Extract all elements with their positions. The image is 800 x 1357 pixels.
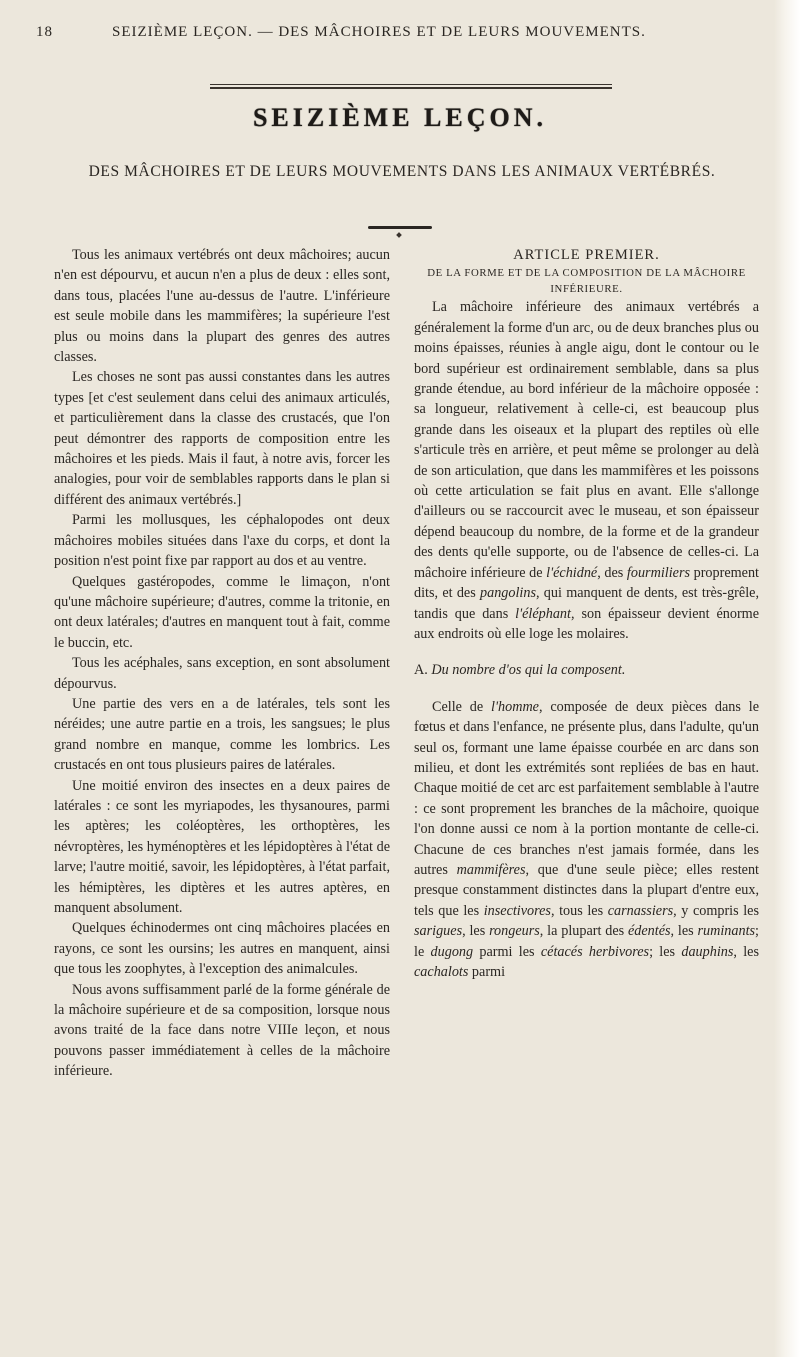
text-run: ; les [649,943,682,960]
text-run: parmi [468,964,506,980]
left-column [54,245,390,1082]
paragraph: Tous les animaux vertébrés ont deux mâchoires; aucun n'en est dépourvu, et aucun n'en a plus de deux : elles sont, dans tous, placées l'une au-dessus de l'autre. L'inférieure est seule mobile dans les mammifères; la supérieure l'est plus ou moins dans la plupart des genres des autres classes. [54,247,390,366]
text-run: , composée de deux pièces dans le fœtus et dans l'enfance, ne présente plus, dans l'adulte, qu'un seul os, formant une lame épaisse courbée en arc dans son milieu, et dont les extrémités sont repliées de bas en haut. Chaque moitié de cet arc est parfaitement semblable à l'autre : ce sont proprement les branches de la mâchoire, quoique l'on donne aussi ce nom à la portion montante de celle-ci. Chacune de ces branches n'est jamais formée, dans les autres [414,698,759,878]
text-run: , la plupart des [539,923,628,940]
italic-term: fourmiliers [626,564,690,581]
page-number: 18 [36,24,53,40]
paragraph: Quelques gastéropodes, comme le limaçon, n'ont qu'une mâchoire supérieure; d'autres, comme la tritonie, en ont deux latérales; d'autres en manquent tout à fait, comme le buccin, etc. [54,573,390,651]
text-run: , tous les [550,902,608,919]
ornament-bar [368,226,432,229]
text-run: , des [597,564,627,581]
right-column [414,245,759,982]
italic-term: édentés [627,923,671,940]
text-run: , y compris les [673,902,759,919]
paragraph: Parmi les mollusques, les céphalopodes ont deux mâchoires mobiles situées dans l'axe du corps, et dont la position n'est point fixe par rapport au dos et au ventre. [54,512,390,570]
paragraph: Nous avons suffisamment parlé de la forme générale de la mâchoire supérieure et de sa composition, lorsque nous avons traité de la face dans notre VIIIe leçon, et nous pouvons passer immédiatement à celles de la mâchoire inférieure. [54,981,390,1080]
text-run: parmi les [473,943,541,960]
section-title: Du nombre d'os qui la composent. [431,662,626,679]
text-run: , que d'une seule pièce; elles restent presque constamment distinctes dans la plupart d'entre eux, tels que les [414,861,759,919]
text-run: proprement dits, et des [414,564,759,602]
text-run: , son épaisseur devient énorme aux endroits où elle loge les molaires. [414,605,759,642]
text-run: , qui manquent de dents, est très-grêle, tandis que dans [414,585,759,622]
running-title: SEIZIÈME LEÇON. — DES MÂCHOIRES ET DE LEURS MOUVEMENTS. [112,24,646,40]
article-subtitle: DE LA FORME ET DE LA COMPOSITION DE LA MÂCHOIRE INFÉRIEURE. [427,267,746,296]
header-rule-thick [210,87,612,89]
article-title: ARTICLE PREMIER. [513,247,660,263]
italic-term: l'échidné [546,564,598,581]
italic-term: rongeurs [489,923,540,940]
italic-term: carnassiers [607,902,674,919]
paragraph: Tous les acéphales, sans exception, en sont absolument dépourvus. [54,655,390,692]
italic-term: pangolins [480,585,536,602]
section-heading [414,660,759,680]
paragraph [414,697,759,983]
italic-term: mammifères [456,861,526,878]
paragraph: Les choses ne sont pas aussi constantes dans les autres types [et c'est seulement dans celui des animaux articulés, et particulièrement dans la classe des crustacés, que l'on peut démontrer des rapports de composition entre les mâchoires et les pieds. Mais il faut, à notre avis, forcer les analogies, pour voir de semblables rapports dans le plan si différent des animaux vertébrés.] [54,369,390,508]
ornament-dot [396,232,402,238]
italic-term: dauphins [681,943,734,960]
ornament-divider [350,222,450,236]
header-rule-thin [210,84,612,85]
italic-term: cétacés herbivores [540,943,650,960]
italic-term: l'éléphant [515,605,571,622]
text-run: Celle de [432,698,492,715]
paragraph: Une moitié environ des insectes en a deux paires de latérales : ce sont les myriapodes, les thysanoures, parmi les aptères; les coléoptères, les orthoptères, les névroptères, les hyménoptères et les lépidoptères à l'état de larve; l'autre moitié, savoir, les lépidoptères, à l'état parfait, les hémiptères, les diptères et les autres aptères, en manquent absolument. [54,777,390,916]
italic-term: sarigues [414,923,463,940]
italic-term: ruminants [697,923,756,940]
italic-term: insectivores [483,902,551,919]
lesson-title: SEIZIÈME LEÇON. [252,103,548,132]
italic-term: dugong [430,943,474,960]
italic-term: l'homme [491,698,539,715]
paragraph: Une partie des vers en a de latérales, tels sont les néréides; une autre partie en a trois, les sangsues; le plus grand nombre en manque, comme les lombrics. Les crustacés en ont tous plusieurs paires de latérales. [54,695,390,774]
text-run: ; le [414,923,759,960]
text-run: , les [462,923,490,940]
italic-term: cachalots [414,964,469,980]
text-run: , les [733,943,759,960]
lesson-subtitle: DES MÂCHOIRES ET DE LEURS MOUVEMENTS DANS LES ANIMAUX VERTÉBRÉS. [88,163,716,180]
paragraph: Quelques échinodermes ont cinq mâchoires placées en rayons, ce sont les oursins; les autres en manquent, ainsi que tous les zoophytes, à l'exception des animalcules. [54,920,390,978]
section-letter: A. [414,662,428,679]
text-run: , les [670,923,698,940]
paragraph [414,297,759,644]
text-run: La mâchoire inférieure des animaux vertébrés a généralement la forme d'un arc, ou de deux branches plus ou moins épaisses, réunies à angle aigu, dont le contour ou le bord supérieur est ordinairement semblable, dans sa plus grande étendue, au bord inférieur de la mâchoire opposée : sa longueur, relativement à celle-ci, est beaucoup plus grande dans les oiseaux et la plupart des reptiles où elle s'articule très en arrière, et peut même se prolonger au delà de son articulation, que dans les mammifères et les poissons où cette articulation se fait plus en avant. Elle s'allonge d'ailleurs ou se raccourcit avec le museau, et son épaisseur dépend beaucoup du nombre, de la forme et de la grandeur des dents qu'elle supporte, ou de l'absence de celles-ci. La mâchoire inférieure de [414,299,759,581]
page-edge [774,0,800,1357]
